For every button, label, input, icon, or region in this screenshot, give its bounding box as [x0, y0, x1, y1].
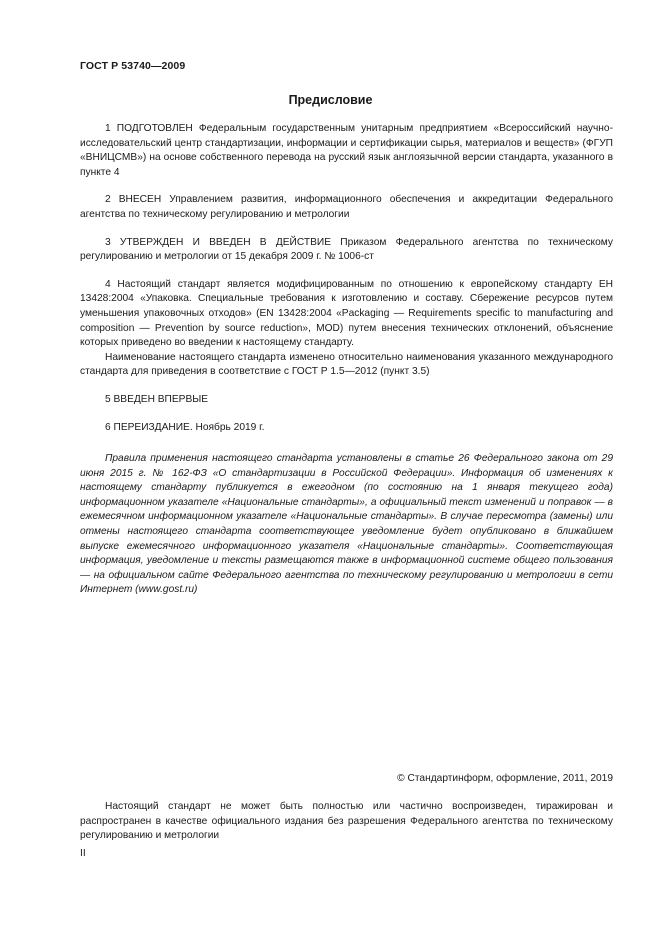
preface-item-2: 2 ВНЕСЕН Управлением развития, информационного обеспечения и аккредитации Федерального агентства по техническому регулированию и метрологии: [80, 194, 613, 220]
preface-body: [80, 122, 613, 435]
preface-item-4: 4 Настоящий стандарт является модифицированным по отношению к европейскому стандарту ЕН 13428:2004 «Упаковка. Специальные требования к изготовлению и составу. Сбережение ресурсов путем уменьшения упаковочных отходов» (EN 13428:2004 «Packaging — Requirements specific to manufacturing and composition — Prevention by source reduction», MOD) путем внесения технических отклонений, объяснение которых приведено во введении к настоящему стандарту.: [80, 278, 613, 349]
preface-item-4-note: Наименование настоящего стандарта изменено относительно наименования указанного международного стандарта для приведения в соответствие с ГОСТ Р 1.5—2012 (пункт 3.5): [80, 351, 613, 378]
page-title: Предисловие: [288, 93, 373, 107]
preface-item-5: 5 ВВЕДЕН ВПЕРВЫЕ: [105, 393, 209, 405]
preface-item-6: 6 ПЕРЕИЗДАНИЕ. Ноябрь 2019 г.: [105, 421, 265, 433]
usage-rules-notice: Правила применения настоящего стандарта установлены в статье 26 Федерального закона от 29 июня 2015 г. № 162-ФЗ «О стандартизации в Российской Федерации». Информация об изменениях к настоящему стандарту публикуется в ежегодном (по состоянию на 1 января текущего года) информационном указателе «Национальные стандарты», а официальный текст изменений и поправок — в ежемесячном информационном указателе «Национальные стандарты». В случае пересмотра (замены) или отмены настоящего стандарта соответствующее уведомление будет опубликовано в ближайшем выпуске ежемесячного информационного указателя «Национальные стандарты». Соответствующая информация, уведомление и тексты размещаются также в информационной системе общего пользования — на официальном сайте Федерального агентства по техническому регулированию и метрологии в сети Интернет (www.gost.ru): [80, 453, 613, 596]
page-number: II: [80, 848, 86, 859]
reproduction-notice: Настоящий стандарт не может быть полностью или частично воспроизведен, тиражирован и распространен в качестве официального издания без разрешения Федерального агентства по техническому регулированию и метрологии: [80, 801, 613, 842]
copyright-line: © Стандартинформ, оформление, 2011, 2019: [397, 773, 613, 784]
standard-code-header: ГОСТ Р 53740—2009: [80, 60, 186, 72]
preface-item-1: 1 ПОДГОТОВЛЕН Федеральным государственным унитарным предприятием «Всероссийский научно-исследовательский центр стандартизации, информации и сертификации сырья, материалов и веществ» (ФГУП «ВНИЦСМВ») на основе собственного перевода на русский язык англоязычной версии стандарта, указанного в пункте 4: [80, 123, 613, 178]
preface-item-3: 3 УТВЕРЖДЕН И ВВЕДЕН В ДЕЙСТВИЕ Приказом Федерального агентства по техническому регулированию и метрологии от 15 декабря 2009 г. № 1006-ст: [80, 236, 613, 263]
